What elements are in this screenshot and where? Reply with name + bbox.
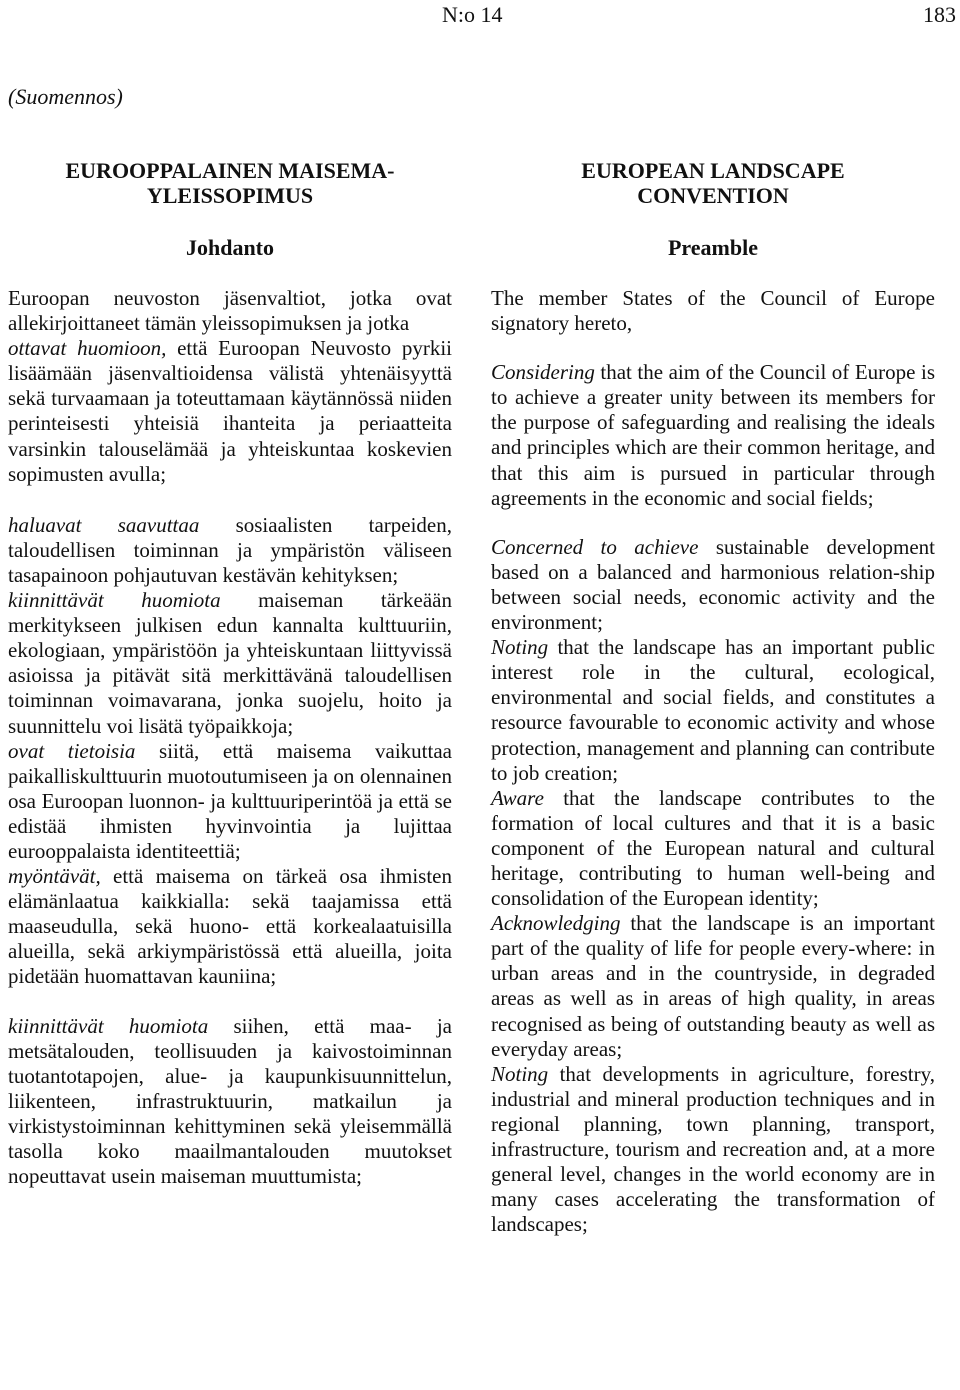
finnish-paragraph xyxy=(8,286,452,336)
finnish-paragraph-text: siitä, että maisema vaikuttaa paikalliskulttuurin muotoutumiseen ja on olennainen osa Euroopan luonnon- ja kulttuuriperintöä ja että se edistää ihmisten hyvinvointia ja lujittaa eurooppalaista identiteettiä; xyxy=(8,738,452,863)
finnish-paragraph xyxy=(8,513,452,588)
finnish-paragraph-text: maiseman tärkeään merkitykseen julkisen edun kannalta kulttuuriin, ekologiaan, ympäristöön ja yhteiskuntaan liittyvissä asioissa ja pitävät sitä merkittävänä taloudellisen toiminnan voimavarana, jonka suojelu, hoito ja suunnittelu voi lisätä työpaikkoja; xyxy=(8,588,453,738)
english-paragraph xyxy=(491,1062,935,1238)
english-paragraph xyxy=(491,360,935,511)
finnish-paragraph xyxy=(8,1014,452,1190)
english-column xyxy=(491,158,935,1237)
english-paragraph xyxy=(491,786,935,911)
english-paragraph-text: that developments in agriculture, forestry, industrial and mineral production techniques and in regional planning, town planning, transport, infrastructure, tourism and recreation and, at a more general level, changes in the world economy are in many cases accelerating the transformation of landscapes; xyxy=(491,1061,935,1237)
finnish-column xyxy=(8,158,452,1189)
finnish-paragraph-lead: kiinnittävät huomiota xyxy=(8,1013,209,1038)
english-paragraph-lead: Aware xyxy=(491,785,544,810)
finnish-title-line-2: YLEISSOPIMUS xyxy=(146,183,314,208)
english-paragraph xyxy=(491,635,935,786)
page-number: 183 xyxy=(923,2,956,27)
translation-note: (Suomennos) xyxy=(8,84,123,109)
finnish-title xyxy=(8,158,452,221)
english-paragraph-text: that the landscape is an important part of the quality of life for people every-where: in urban areas and in the countryside, in degraded areas as well as in areas of high quality, in areas recognised as being of outstanding beauty as well as everyday areas; xyxy=(491,911,935,1061)
english-paragraph-lead: Noting xyxy=(491,635,549,660)
finnish-paragraph xyxy=(8,588,452,739)
finnish-title-line-1: EUROOPPALAINEN MAISEMA- xyxy=(65,158,395,183)
finnish-subtitle: Johdanto xyxy=(185,235,275,260)
finnish-paragraph-lead: ottavat huomioon, xyxy=(8,336,167,361)
english-paragraph-text: that the landscape contributes to the formation of local cultures and that it is a basic component of the European natural and cultural heritage, contributing to human well-being and consolidation of the European identity; xyxy=(491,785,935,911)
finnish-paragraph-text: sosiaalisten tarpeiden, taloudellisen toiminnan ja ympäristön väliseen tasapainoon pohjautuvan kestävän kehityksen; xyxy=(8,512,452,587)
finnish-paragraph-lead: myöntävät, xyxy=(8,864,101,889)
english-subtitle: Preamble xyxy=(667,235,758,260)
finnish-paragraph-lead: ovat tietoisia xyxy=(8,738,136,763)
finnish-paragraph-lead: kiinnittävät huomiota xyxy=(8,588,221,613)
english-title-line-2: CONVENTION xyxy=(637,183,789,208)
english-paragraph-text: sustainable development based on a balanced and harmonious relation-ship between social needs, economic activity and the environment; xyxy=(491,534,935,635)
english-paragraph-text: that the aim of the Council of Europe is to achieve a greater unity between its members for the purpose of safeguarding and realising the ideals and principles which are their common heritage, and that this aim is pursued in particular through agreements in the economic and social fields; xyxy=(491,360,935,510)
page-header xyxy=(0,0,960,30)
english-paragraph-text: The member States of the Council of Europe signatory hereto, xyxy=(491,286,935,336)
english-paragraph xyxy=(491,535,935,635)
english-paragraph-lead: Acknowledging xyxy=(491,911,621,936)
english-paragraph-lead: Concerned to achieve xyxy=(491,534,699,559)
issue-number: N:o 14 xyxy=(442,2,503,27)
english-paragraph-lead: Noting xyxy=(491,1061,549,1086)
finnish-paragraph-text: että maisema on tärkeä osa ihmisten elämänlaatua kaikkialla: sekä taajamissa että maaseudulla, sekä huono- että korkealaatuisilla alueilla, sekä arkiympäristössä että alueilla, joita pidetään huomattavan kauniina; xyxy=(8,864,452,989)
finnish-paragraph-text: siihen, että maa- ja metsätalouden, teollisuuden ja kaivostoiminnan tuotantotapojen, alue- ja kaupunkisuunnittelun, liikenteen, infrastruktuurin, matkailun ja virkistystoiminnan kehittyminen sekä yleisemmällä tasolla koko maailmantalouden muutokset nopeuttavat usein maiseman muuttumista; xyxy=(8,1013,452,1189)
finnish-paragraph-lead: haluavat saavuttaa xyxy=(8,512,200,537)
english-title-line-1: EUROPEAN LANDSCAPE xyxy=(581,158,845,183)
english-paragraph-lead: Considering xyxy=(491,360,595,385)
english-paragraph xyxy=(491,286,935,336)
finnish-paragraph-text: että Euroopan Neuvosto pyrkii lisäämään jäsenvaltioidensa välistä yhtenäisyyttä sekä turvaamaan ja toteuttamaan käytännössä niiden perinteisesti yhteisiä ihanteita ja periaatteita varsinkin talouselämää ja yhteiskuntaa koskevien sopimusten avulla; xyxy=(8,336,453,486)
finnish-paragraph xyxy=(8,864,452,989)
finnish-paragraph-text: Euroopan neuvoston jäsenvaltiot, jotka ovat allekirjoittaneet tämän yleissopimuksen ja jotka xyxy=(8,286,452,336)
english-paragraph xyxy=(491,911,935,1062)
finnish-paragraph xyxy=(8,336,452,487)
english-paragraph-text: that the landscape has an important public interest role in the cultural, ecological, environmental and social fields, and constitutes a resource favourable to economic activity and whose protection, management and planning can contribute to job creation; xyxy=(491,635,935,785)
finnish-paragraph xyxy=(8,739,452,864)
english-title xyxy=(491,158,935,221)
